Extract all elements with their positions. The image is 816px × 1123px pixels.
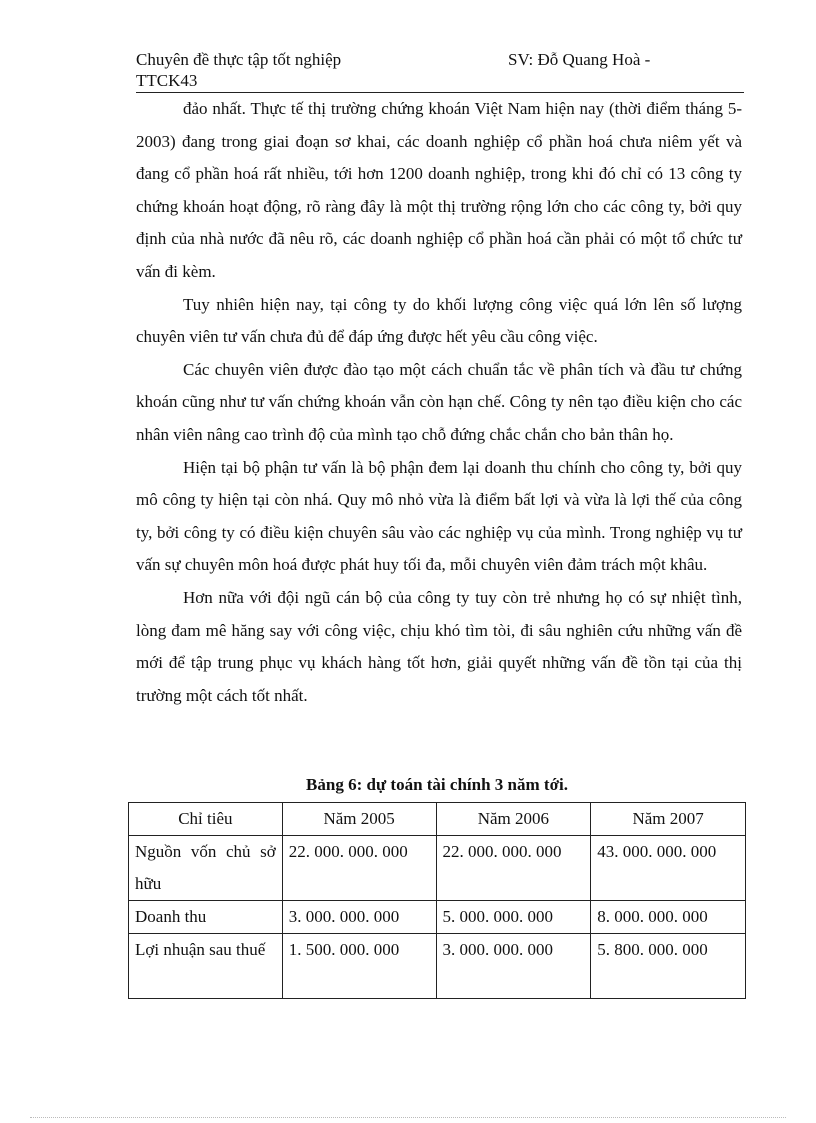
table-cell: 5. 800. 000. 000 xyxy=(591,934,746,999)
table-row xyxy=(129,836,746,901)
table-cell: 22. 000. 000. 000 xyxy=(436,836,591,901)
table-header-row xyxy=(129,803,746,836)
table-cell: 3. 000. 000. 000 xyxy=(436,934,591,999)
table-cell: 8. 000. 000. 000 xyxy=(591,901,746,934)
paragraph: đảo nhất. Thực tế thị trường chứng khoán Việt Nam hiện nay (thời điểm tháng 5- 2003) đang trong giai đoạn sơ khai, các doanh nghiệp cổ phần hoá chưa niêm yết và đang cổ phần hoá rất nhiều, tới hơn 1200 doanh nghiệp, trong khi đó chỉ có 13 công ty chứng khoán hoạt động, rõ ràng đây là một thị trường rộng lớn cho các công ty, bởi quy định của nhà nước đã nêu rõ, các doanh nghiệp cổ phần hoá cần phải có một tổ chức tư vấn đi kèm. xyxy=(136,99,742,281)
column-header: Năm 2005 xyxy=(282,803,436,836)
table-row xyxy=(129,934,746,999)
row-label: Lợi nhuận sau thuế xyxy=(129,934,283,999)
column-header: Năm 2006 xyxy=(436,803,591,836)
paragraph: Tuy nhiên hiện nay, tại công ty do khối lượng công việc quá lớn lên số lượng chuyên viên tư vấn chưa đủ để đáp ứng được hết yêu cầu công việc. xyxy=(136,294,742,347)
table-cell: 22. 000. 000. 000 xyxy=(282,836,436,901)
paragraph: Hơn nữa với đội ngũ cán bộ của công ty tuy còn trẻ nhưng họ có sự nhiệt tình, lòng đam mê hăng say với công việc, chịu khó tìm tòi, đi sâu nghiên cứu những vấn đề mới để tập trung phục vụ khách hàng tốt hơn, giải quyết những vấn đề tồn tại của thị trường một cách tốt nhất. xyxy=(136,587,742,705)
paragraph: Hiện tại bộ phận tư vấn là bộ phận đem lại doanh thu chính cho công ty, bởi quy mô công ty hiện tại còn nhá. Quy mô nhỏ vừa là điểm bất lợi và vừa là lợi thế của công ty, bởi công ty có điều kiện chuyên sâu vào các nghiệp vụ của mình. Trong nghiệp vụ tư vấn sự chuyên môn hoá được phát huy tối đa, mỗi chuyên viên đảm trách một khâu. xyxy=(136,457,742,575)
table-caption: Bảng 6: dự toán tài chính 3 năm tới. xyxy=(306,775,568,794)
header-class-code: TTCK43 xyxy=(136,71,198,90)
table-cell: 43. 000. 000. 000 xyxy=(591,836,746,901)
body-text xyxy=(136,93,742,712)
row-label: Doanh thu xyxy=(129,901,283,934)
page-bottom-divider xyxy=(30,1117,786,1118)
column-header: Năm 2007 xyxy=(591,803,746,836)
row-label: Nguồn vốn chủ sở hữu xyxy=(129,836,283,901)
table-cell: 3. 000. 000. 000 xyxy=(282,901,436,934)
financial-forecast-table xyxy=(128,802,746,999)
paragraph: Các chuyên viên được đào tạo một cách chuẩn tắc về phân tích và đầu tư chứng khoán cũng như tư vấn chứng khoán vẫn còn hạn chế. Công ty nên tạo điều kiện cho các nhân viên nâng cao trình độ của mình tạo chỗ đứng chắc chắn cho bản thân họ. xyxy=(136,359,742,444)
table-cell: 1. 500. 000. 000 xyxy=(282,934,436,999)
table-cell: 5. 000. 000. 000 xyxy=(436,901,591,934)
header-author: SV: Đỗ Quang Hoà - xyxy=(508,50,651,69)
header-title: Chuyên đề thực tập tốt nghiệp xyxy=(136,50,342,69)
table-row xyxy=(129,901,746,934)
column-header: Chỉ tiêu xyxy=(129,803,283,836)
